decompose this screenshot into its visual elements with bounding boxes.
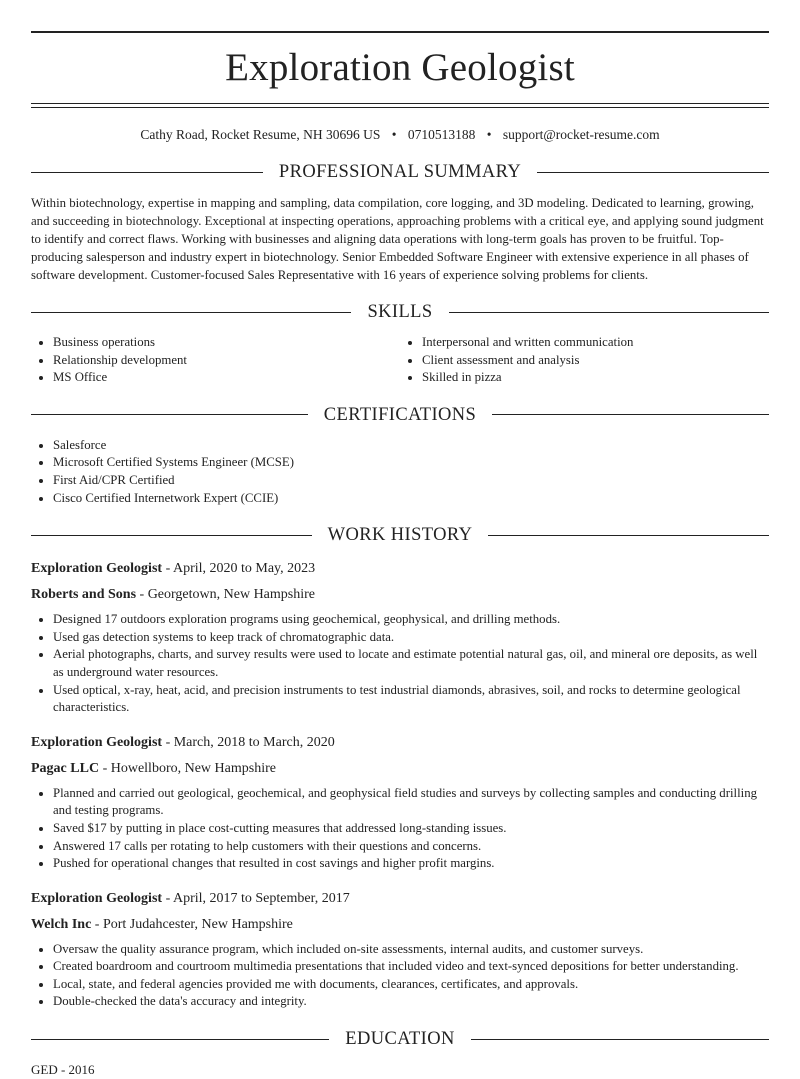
job-location: - Georgetown, New Hampshire xyxy=(136,587,316,603)
job-company: Welch Inc xyxy=(31,916,92,932)
job-company: Roberts and Sons xyxy=(31,587,137,603)
section-title-summary: PROFESSIONAL SUMMARY xyxy=(278,162,522,182)
skill-item: • MS Office xyxy=(53,369,400,387)
job-title: Exploration Geologist xyxy=(31,734,163,750)
job-title-line xyxy=(31,559,769,579)
skill-item: • Relationship development xyxy=(53,352,400,370)
contact-email: support@rocket-resume.com xyxy=(502,127,660,142)
job-bullet: • Double-checked the data's accuracy and integrity. xyxy=(53,993,769,1011)
job-dates: - April, 2017 to September, 2017 xyxy=(162,890,350,906)
job-bullets xyxy=(31,785,769,873)
skills-list xyxy=(31,334,769,387)
section-rule-left xyxy=(31,172,263,173)
skills-column-left xyxy=(31,334,400,387)
skill-item: • Business operations xyxy=(53,334,400,352)
section-title-certifications: CERTIFICATIONS xyxy=(323,404,477,425)
job-entry xyxy=(31,889,769,1011)
skill-item: • Interpersonal and written communication xyxy=(422,334,769,352)
contact-separator: • xyxy=(391,127,397,142)
job-title-line xyxy=(31,889,769,909)
job-dates: - March, 2018 to March, 2020 xyxy=(162,734,335,750)
contact-separator: • xyxy=(486,127,492,142)
section-rule-left xyxy=(31,414,308,415)
certification-item: • Microsoft Certified Systems Engineer (MCSE) xyxy=(53,454,769,472)
job-bullet: • Saved $17 by putting in place cost-cutting measures that addressed long-standing issues. xyxy=(53,820,769,838)
certification-item: • Salesforce xyxy=(53,437,769,455)
job-dates: - April, 2020 to May, 2023 xyxy=(162,561,316,577)
section-header-education xyxy=(31,1027,769,1051)
top-rule xyxy=(31,31,769,33)
section-header-work-history xyxy=(31,523,769,547)
job-bullet: • Used optical, x-ray, heat, acid, and precision instruments to test industrial diamonds, abrasives, soil, and rocks to determine geological characteristics. xyxy=(53,682,769,717)
job-bullet: • Pushed for operational changes that resulted in cost savings and higher profit margins. xyxy=(53,855,769,873)
job-company-line xyxy=(31,759,769,779)
skills-column-right xyxy=(400,334,769,387)
skill-item: • Skilled in pizza xyxy=(422,369,769,387)
certification-item: • First Aid/CPR Certified xyxy=(53,472,769,490)
resume-title: Exploration Geologist xyxy=(225,46,575,89)
job-location: - Howellboro, New Hampshire xyxy=(99,760,276,776)
section-rule-left xyxy=(31,1039,329,1040)
job-entry xyxy=(31,559,769,717)
skill-item: • Client assessment and analysis xyxy=(422,352,769,370)
job-company: Pagac LLC xyxy=(31,760,100,776)
job-bullets xyxy=(31,611,769,717)
resume-page xyxy=(31,0,769,1079)
job-bullet: • Planned and carried out geological, geochemical, and geophysical field studies and surveys by collecting samples and conducting drilling and testing programs. xyxy=(53,785,769,820)
section-header-certifications xyxy=(31,403,769,427)
certification-item: • Cisco Certified Internetwork Expert (CCIE) xyxy=(53,490,769,508)
job-bullet: • Local, state, and federal agencies provided me with documents, clearances, certificates, and approvals. xyxy=(53,976,769,994)
job-location: - Port Judahcester, New Hampshire xyxy=(91,916,293,932)
certifications-list xyxy=(31,437,769,507)
section-rule-right xyxy=(449,312,769,313)
summary-text: Within biotechnology, expertise in mapping and sampling, data compilation, core logging, and 3D modeling. Dedicated to learning, growing, and succeeding in biotechnology. Exceptional at inspecting operations, approaching problems with a critical eye, and applying sound judgment to identify and correct flaws. Working with businesses and aligning data operations with long-term goals has proven to be fruitful. Top-producing salesperson and industry expert in biotechnology. Senior Embedded Software Engineer with extensive experience in all phases of software development. Customer-focused Sales Representative with 16 years of experience solving problems for clients. xyxy=(31,196,764,282)
job-bullet: • Oversaw the quality assurance program, which included on-site assessments, internal audits, and customer surveys. xyxy=(53,941,769,959)
job-company-line xyxy=(31,915,769,935)
section-rule-right xyxy=(537,172,769,173)
section-title-work-history: WORK HISTORY xyxy=(327,525,473,546)
section-title-education: EDUCATION xyxy=(345,1029,455,1050)
section-rule-right xyxy=(488,535,769,536)
job-title-line xyxy=(31,733,769,753)
section-rule-right xyxy=(492,414,769,415)
section-rule-right xyxy=(471,1039,769,1040)
section-title-skills: SKILLS xyxy=(367,302,433,322)
education-entry: GED - 2016 xyxy=(31,1062,95,1078)
section-header-skills xyxy=(31,300,769,324)
job-company-line xyxy=(31,585,769,605)
contact-address: Cathy Road, Rocket Resume, NH 30696 US xyxy=(140,127,381,142)
contact-phone: 0710513188 xyxy=(407,127,476,142)
contact-line xyxy=(31,126,769,144)
job-bullet: • Used gas detection systems to keep track of chromatographic data. xyxy=(53,629,769,647)
section-rule-left xyxy=(31,535,312,536)
title-double-rule xyxy=(31,103,769,108)
job-title: Exploration Geologist xyxy=(31,561,163,577)
job-bullet: • Designed 17 outdoors exploration programs using geochemical, geophysical, and drilling methods. xyxy=(53,611,769,629)
section-rule-left xyxy=(31,312,351,313)
job-bullet: • Created boardroom and courtroom multimedia presentations that included video and text-synced depositions for better understanding. xyxy=(53,958,769,976)
job-bullet: • Answered 17 calls per rotating to help customers with their questions and concerns. xyxy=(53,838,769,856)
job-entry xyxy=(31,733,769,873)
section-header-summary xyxy=(31,160,769,184)
job-title: Exploration Geologist xyxy=(31,890,163,906)
job-bullet: • Aerial photographs, charts, and survey results were used to locate and estimate potential natural gas, oil, and mineral ore deposits, as well as underground water resources. xyxy=(53,646,769,681)
job-bullets xyxy=(31,941,769,1011)
